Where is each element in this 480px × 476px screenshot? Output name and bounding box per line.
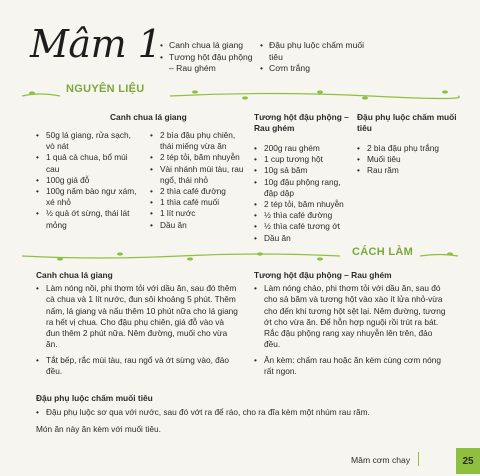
ingredient-item: • Dầu ăn [150, 220, 244, 231]
ingredient-item: • 1 thìa café muối [150, 197, 244, 208]
ingredient-item: • 10g sả băm [254, 165, 349, 176]
menu-item: • Canh chua lá giang [160, 40, 255, 52]
ingredients-canh-title: Canh chua lá giang [110, 112, 187, 122]
method-step: • Làm nóng nồi, phi thơm tỏi với dầu ăn, sau đó thêm cà chua và 1 lít nước, đun sôi khoảng 5 phút. Thêm nấm, lá giang và nấu thêm 10 phút nữa cho lá giang ra hết vị chua. Cho đậu phụ chiên, giá đỗ vào và đun thêm 2 phút nữa. Nêm đường, muối cho vừa ăn. [36, 283, 238, 351]
ingredient-item: • 2 thìa café đường [150, 186, 244, 197]
ingredient-item: • Muối tiêu [357, 154, 457, 165]
ingredient-item: • 100g giá đỗ [36, 175, 140, 186]
method-step: • Tắt bếp, rắc mùi tàu, rau ngổ và ớt sừng vào, đảo đều. [36, 355, 238, 378]
footer-divider [418, 452, 419, 466]
ingredient-item: • 1 lít nước [150, 208, 244, 219]
method-dau-body [36, 407, 456, 436]
ingredients-tuong-list [254, 143, 349, 244]
ingredient-item: • 200g rau ghém [254, 143, 349, 154]
menu-item: • Tương hột đậu phộng – Rau ghém [160, 52, 255, 75]
method-step: • Làm nóng chảo, phi thơm tỏi với dầu ăn, sau đó cho sả băm và tương hột vào xào ít lửa nhỏ-vừa cho đến khi tương hột sệt lại. Nêm đường, tương ớt cho vừa ăn. Để hỗn hợp nguội rồi trút ra bát. Rắc đậu phộng rang xay nhuyễn lên trên, đảo đều. [254, 283, 450, 351]
ingredients-tuong-title: Tương hột đậu phộng – Rau ghém [254, 112, 349, 133]
ingredient-item: • ½ thìa café đường [254, 210, 349, 221]
ingredient-item: • Dầu ăn [254, 233, 349, 244]
ingredients-dau-title: Đậu phụ luộc chấm muối tiêu [357, 112, 457, 133]
method-canh-title: Canh chua lá giang [36, 270, 113, 280]
ingredient-item: • 2 tép tỏi, băm nhuyễn [254, 199, 349, 210]
ingredient-item: • 1 quả cà chua, bổ múi cau [36, 152, 140, 174]
method-dau-title: Đậu phụ luộc chấm muối tiêu [36, 393, 153, 403]
ingredient-item: • Rau răm [357, 165, 457, 176]
ingredient-item: • 2 bìa đậu phụ chiên, thái miếng vừa ăn [150, 130, 244, 152]
method-heading: CÁCH LÀM [352, 246, 414, 258]
method-tuong-body [254, 283, 450, 377]
ingredient-item: • Vài nhánh mùi tàu, rau ngổ, thái nhỏ [150, 164, 244, 186]
footer-label: Mâm cơm chay [351, 455, 411, 465]
ingredient-item: • ½ quả ớt sừng, thái lát mỏng [36, 208, 140, 230]
method-step: • Ăn kèm: chấm rau hoặc ăn kèm cùng cơm nóng rất ngon. [254, 355, 450, 378]
menu-list-left [160, 40, 255, 75]
ingredient-item: • 2 tép tỏi, băm nhuyễn [150, 152, 244, 163]
menu-item: • Đậu phụ luộc chấm muối tiêu [260, 40, 380, 63]
ingredient-item: • 50g lá giang, rửa sạch, vò nát [36, 130, 140, 152]
ingredients-canh-col1 [36, 130, 140, 231]
ingredients-heading: NGUYÊN LIỆU [66, 83, 145, 95]
vine-divider-ingredients [20, 88, 460, 102]
ingredient-item: • ½ thìa café tương ớt [254, 221, 349, 232]
page-number: 25 [456, 448, 480, 474]
ingredient-item: • 2 bìa đậu phụ trắng [357, 143, 457, 154]
ingredients-dau-list [357, 143, 457, 177]
ingredients-canh-col2 [150, 130, 244, 231]
menu-list-right [260, 40, 380, 75]
method-note: Món ăn này ăn kèm với muối tiêu. [36, 424, 161, 435]
menu-item: • Cơm trắng [260, 63, 380, 75]
method-canh-body [36, 283, 238, 377]
ingredient-item: • 1 cup tương hột [254, 154, 349, 165]
ingredient-item: • 100g nấm bào ngư xám, xé nhỏ [36, 186, 140, 208]
ingredient-item: • 10g đậu phộng rang, đập dập [254, 177, 349, 199]
page-title: Mâm 1 [30, 22, 162, 66]
method-step: • Đậu phụ luộc sơ qua với nước, sau đó vớt ra để ráo, cho ra đĩa kèm một nhúm rau răm. [36, 407, 456, 418]
method-tuong-title: Tương hột đậu phộng – Rau ghém [254, 270, 392, 280]
